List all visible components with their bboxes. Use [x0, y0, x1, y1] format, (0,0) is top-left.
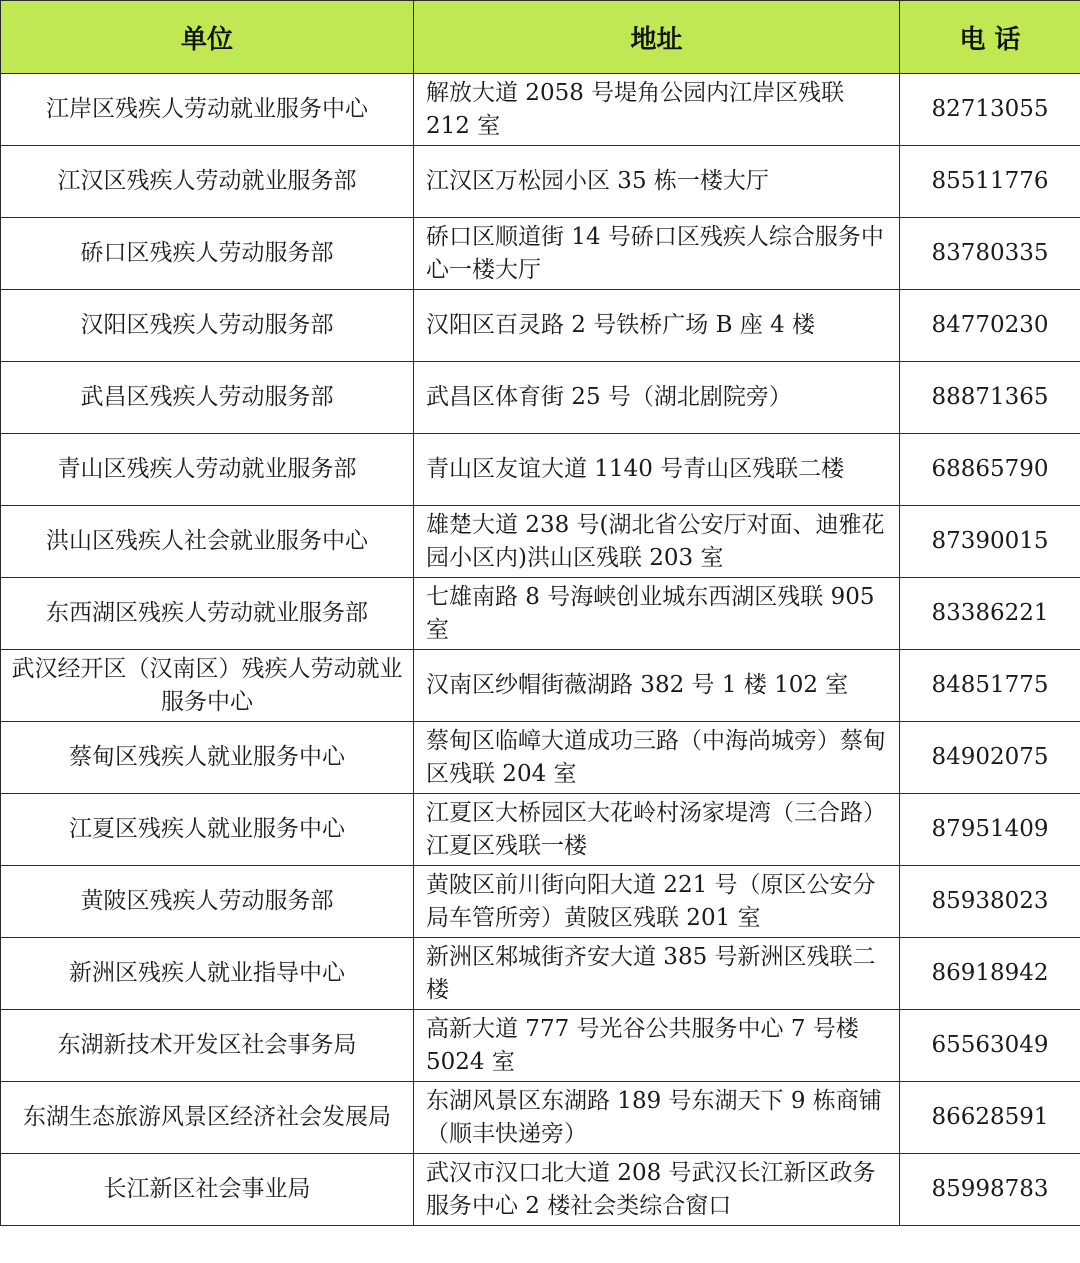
unit-cell: 蔡甸区残疾人就业服务中心: [1, 722, 414, 794]
table-row: [1, 362, 1080, 434]
address-cell: 黄陂区前川街向阳大道 221 号（原区公安分局车管所旁）黄陂区残联 201 室: [414, 866, 900, 938]
column-header-address: 地址: [414, 1, 900, 74]
phone-cell: 86918942: [900, 938, 1080, 1010]
phone-cell: 68865790: [900, 434, 1080, 506]
unit-cell: 硚口区残疾人劳动服务部: [1, 218, 414, 290]
address-cell: 江汉区万松园小区 35 栋一楼大厅: [414, 146, 900, 218]
table-header: [1, 1, 1080, 74]
address-cell: 雄楚大道 238 号(湖北省公安厅对面、迪雅花园小区内)洪山区残联 203 室: [414, 506, 900, 578]
unit-cell: 长江新区社会事业局: [1, 1154, 414, 1226]
table-row: [1, 290, 1080, 362]
phone-cell: 84851775: [900, 650, 1080, 722]
unit-cell: 东湖生态旅游风景区经济社会发展局: [1, 1082, 414, 1154]
phone-cell: 84770230: [900, 290, 1080, 362]
phone-cell: 88871365: [900, 362, 1080, 434]
address-cell: 硚口区顺道街 14 号硚口区残疾人综合服务中心一楼大厅: [414, 218, 900, 290]
unit-cell: 青山区残疾人劳动就业服务部: [1, 434, 414, 506]
unit-cell: 武昌区残疾人劳动服务部: [1, 362, 414, 434]
address-cell: 七雄南路 8 号海峡创业城东西湖区残联 905 室: [414, 578, 900, 650]
address-cell: 武汉市汉口北大道 208 号武汉长江新区政务服务中心 2 楼社会类综合窗口: [414, 1154, 900, 1226]
unit-cell: 江岸区残疾人劳动就业服务中心: [1, 74, 414, 146]
column-header-phone: 电 话: [900, 1, 1080, 74]
table-row: [1, 578, 1080, 650]
table-row: [1, 434, 1080, 506]
table-row: [1, 794, 1080, 866]
header-row: [1, 1, 1080, 74]
table-row: [1, 146, 1080, 218]
table-body: [1, 74, 1080, 1226]
unit-cell: 新洲区残疾人就业指导中心: [1, 938, 414, 1010]
table-row: [1, 938, 1080, 1010]
phone-cell: 83386221: [900, 578, 1080, 650]
address-cell: 新洲区邾城街齐安大道 385 号新洲区残联二楼: [414, 938, 900, 1010]
unit-cell: 江汉区残疾人劳动就业服务部: [1, 146, 414, 218]
phone-cell: 87951409: [900, 794, 1080, 866]
table-row: [1, 1154, 1080, 1226]
phone-cell: 65563049: [900, 1010, 1080, 1082]
table-row: [1, 866, 1080, 938]
unit-cell: 江夏区残疾人就业服务中心: [1, 794, 414, 866]
table-row: [1, 1010, 1080, 1082]
phone-cell: 84902075: [900, 722, 1080, 794]
column-header-unit: 单位: [1, 1, 414, 74]
phone-cell: 85511776: [900, 146, 1080, 218]
unit-cell: 黄陂区残疾人劳动服务部: [1, 866, 414, 938]
phone-cell: 85998783: [900, 1154, 1080, 1226]
table-row: [1, 218, 1080, 290]
address-cell: 汉阳区百灵路 2 号铁桥广场 B 座 4 楼: [414, 290, 900, 362]
address-cell: 高新大道 777 号光谷公共服务中心 7 号楼 5024 室: [414, 1010, 900, 1082]
address-cell: 青山区友谊大道 1140 号青山区残联二楼: [414, 434, 900, 506]
phone-cell: 86628591: [900, 1082, 1080, 1154]
address-cell: 东湖风景区东湖路 189 号东湖天下 9 栋商铺（顺丰快递旁）: [414, 1082, 900, 1154]
address-cell: 解放大道 2058 号堤角公园内江岸区残联 212 室: [414, 74, 900, 146]
table-row: [1, 722, 1080, 794]
address-cell: 江夏区大桥园区大花岭村汤家堤湾（三合路）江夏区残联一楼: [414, 794, 900, 866]
phone-cell: 85938023: [900, 866, 1080, 938]
address-cell: 蔡甸区临嶂大道成功三路（中海尚城旁）蔡甸区残联 204 室: [414, 722, 900, 794]
unit-cell: 东西湖区残疾人劳动就业服务部: [1, 578, 414, 650]
address-cell: 武昌区体育街 25 号（湖北剧院旁）: [414, 362, 900, 434]
unit-cell: 武汉经开区（汉南区）残疾人劳动就业服务中心: [1, 650, 414, 722]
unit-cell: 洪山区残疾人社会就业服务中心: [1, 506, 414, 578]
address-cell: 汉南区纱帽街薇湖路 382 号 1 楼 102 室: [414, 650, 900, 722]
phone-cell: 83780335: [900, 218, 1080, 290]
table-row: [1, 506, 1080, 578]
phone-cell: 82713055: [900, 74, 1080, 146]
table-row: [1, 650, 1080, 722]
table-row: [1, 74, 1080, 146]
phone-cell: 87390015: [900, 506, 1080, 578]
unit-cell: 东湖新技术开发区社会事务局: [1, 1010, 414, 1082]
table-row: [1, 1082, 1080, 1154]
unit-cell: 汉阳区残疾人劳动服务部: [1, 290, 414, 362]
